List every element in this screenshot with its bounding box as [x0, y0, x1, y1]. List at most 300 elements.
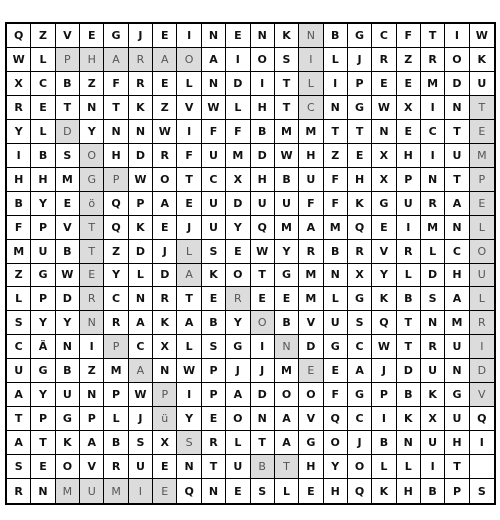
- grid-cell[interactable]: Y: [324, 455, 348, 479]
- grid-cell[interactable]: I: [421, 96, 445, 120]
- grid-cell[interactable]: L: [372, 455, 396, 479]
- grid-cell[interactable]: W: [129, 383, 153, 407]
- grid-cell[interactable]: P: [202, 383, 226, 407]
- grid-cell[interactable]: L: [31, 48, 55, 72]
- grid-cell[interactable]: I: [299, 48, 323, 72]
- grid-cell[interactable]: T: [104, 96, 128, 120]
- grid-cell[interactable]: M: [226, 144, 250, 168]
- grid-cell[interactable]: B: [31, 144, 55, 168]
- grid-cell[interactable]: B: [421, 479, 445, 503]
- grid-cell[interactable]: Q: [348, 479, 372, 503]
- grid-cell[interactable]: X: [397, 96, 421, 120]
- grid-cell[interactable]: S: [202, 335, 226, 359]
- grid-cell[interactable]: N: [80, 96, 104, 120]
- grid-cell[interactable]: L: [104, 407, 128, 431]
- grid-cell[interactable]: D: [470, 359, 494, 383]
- grid-cell[interactable]: O: [226, 407, 250, 431]
- grid-cell[interactable]: M: [299, 264, 323, 288]
- grid-cell[interactable]: W: [372, 335, 396, 359]
- grid-cell[interactable]: L: [177, 240, 201, 264]
- grid-cell[interactable]: F: [202, 120, 226, 144]
- grid-cell[interactable]: M: [445, 311, 469, 335]
- grid-cell[interactable]: O: [226, 264, 250, 288]
- grid-cell[interactable]: E: [153, 216, 177, 240]
- grid-cell[interactable]: G: [348, 287, 372, 311]
- grid-cell[interactable]: I: [421, 455, 445, 479]
- grid-cell[interactable]: V: [56, 216, 80, 240]
- grid-cell[interactable]: T: [445, 455, 469, 479]
- grid-cell[interactable]: B: [251, 455, 275, 479]
- grid-cell[interactable]: D: [397, 359, 421, 383]
- grid-cell[interactable]: U: [80, 479, 104, 503]
- grid-cell[interactable]: C: [421, 120, 445, 144]
- grid-cell[interactable]: E: [397, 72, 421, 96]
- grid-cell[interactable]: A: [202, 48, 226, 72]
- grid-cell[interactable]: I: [177, 383, 201, 407]
- grid-cell[interactable]: M: [470, 144, 494, 168]
- grid-cell[interactable]: P: [445, 479, 469, 503]
- grid-cell[interactable]: R: [7, 96, 31, 120]
- grid-cell[interactable]: B: [324, 240, 348, 264]
- grid-cell[interactable]: R: [129, 72, 153, 96]
- grid-cell[interactable]: P: [31, 287, 55, 311]
- grid-cell[interactable]: K: [275, 24, 299, 48]
- grid-cell[interactable]: T: [275, 455, 299, 479]
- grid-cell[interactable]: ü: [153, 407, 177, 431]
- grid-cell[interactable]: S: [251, 479, 275, 503]
- grid-cell[interactable]: I: [445, 24, 469, 48]
- grid-cell[interactable]: F: [226, 120, 250, 144]
- grid-cell[interactable]: M: [56, 479, 80, 503]
- grid-cell[interactable]: E: [177, 192, 201, 216]
- grid-cell[interactable]: Z: [7, 264, 31, 288]
- grid-cell[interactable]: H: [104, 144, 128, 168]
- grid-cell[interactable]: S: [56, 144, 80, 168]
- grid-cell[interactable]: L: [324, 48, 348, 72]
- grid-cell[interactable]: B: [397, 287, 421, 311]
- grid-cell[interactable]: H: [348, 168, 372, 192]
- grid-cell[interactable]: E: [226, 240, 250, 264]
- grid-cell[interactable]: B: [202, 311, 226, 335]
- grid-cell[interactable]: D: [226, 192, 250, 216]
- grid-cell[interactable]: K: [470, 48, 494, 72]
- grid-cell[interactable]: R: [104, 455, 128, 479]
- grid-cell[interactable]: V: [470, 383, 494, 407]
- grid-cell[interactable]: E: [348, 144, 372, 168]
- grid-cell[interactable]: Z: [31, 24, 55, 48]
- grid-cell[interactable]: U: [7, 359, 31, 383]
- grid-cell[interactable]: R: [202, 431, 226, 455]
- grid-cell[interactable]: A: [445, 287, 469, 311]
- grid-cell[interactable]: L: [7, 287, 31, 311]
- grid-cell[interactable]: E: [31, 96, 55, 120]
- grid-cell[interactable]: R: [226, 287, 250, 311]
- grid-cell[interactable]: H: [445, 264, 469, 288]
- grid-cell[interactable]: M: [299, 287, 323, 311]
- grid-cell[interactable]: C: [129, 335, 153, 359]
- grid-cell[interactable]: R: [129, 48, 153, 72]
- grid-cell[interactable]: I: [251, 335, 275, 359]
- grid-cell[interactable]: W: [470, 24, 494, 48]
- grid-cell[interactable]: U: [324, 311, 348, 335]
- grid-cell[interactable]: G: [226, 335, 250, 359]
- grid-cell[interactable]: N: [177, 455, 201, 479]
- grid-cell[interactable]: O: [299, 383, 323, 407]
- grid-cell[interactable]: E: [202, 407, 226, 431]
- grid-cell[interactable]: F: [177, 144, 201, 168]
- grid-cell[interactable]: W: [7, 48, 31, 72]
- grid-cell[interactable]: L: [470, 216, 494, 240]
- grid-cell[interactable]: P: [153, 383, 177, 407]
- grid-cell[interactable]: J: [348, 48, 372, 72]
- grid-cell[interactable]: I: [397, 216, 421, 240]
- grid-cell[interactable]: N: [251, 24, 275, 48]
- grid-cell[interactable]: S: [7, 311, 31, 335]
- grid-cell[interactable]: G: [80, 168, 104, 192]
- grid-cell[interactable]: A: [129, 311, 153, 335]
- grid-cell[interactable]: L: [226, 431, 250, 455]
- grid-cell[interactable]: M: [421, 72, 445, 96]
- grid-cell[interactable]: D: [299, 335, 323, 359]
- grid-cell[interactable]: N: [445, 216, 469, 240]
- grid-cell[interactable]: Y: [104, 264, 128, 288]
- grid-cell[interactable]: I: [470, 335, 494, 359]
- grid-cell[interactable]: G: [299, 431, 323, 455]
- grid-cell[interactable]: A: [275, 431, 299, 455]
- grid-cell[interactable]: E: [470, 192, 494, 216]
- grid-cell[interactable]: Q: [177, 479, 201, 503]
- grid-cell[interactable]: I: [470, 431, 494, 455]
- grid-cell[interactable]: M: [275, 120, 299, 144]
- grid-cell[interactable]: S: [202, 240, 226, 264]
- grid-cell[interactable]: F: [324, 168, 348, 192]
- grid-cell[interactable]: A: [226, 383, 250, 407]
- grid-cell[interactable]: N: [202, 72, 226, 96]
- grid-cell[interactable]: N: [56, 335, 80, 359]
- grid-cell[interactable]: Q: [7, 24, 31, 48]
- grid-cell[interactable]: N: [80, 383, 104, 407]
- grid-cell[interactable]: U: [445, 407, 469, 431]
- grid-cell[interactable]: E: [153, 72, 177, 96]
- grid-cell[interactable]: X: [226, 168, 250, 192]
- grid-cell[interactable]: I: [421, 144, 445, 168]
- grid-cell[interactable]: X: [421, 407, 445, 431]
- grid-cell[interactable]: B: [275, 168, 299, 192]
- grid-cell[interactable]: H: [31, 168, 55, 192]
- grid-cell[interactable]: K: [202, 264, 226, 288]
- grid-cell[interactable]: T: [470, 96, 494, 120]
- grid-cell[interactable]: T: [421, 24, 445, 48]
- grid-cell[interactable]: J: [251, 359, 275, 383]
- grid-cell[interactable]: W: [275, 144, 299, 168]
- grid-cell[interactable]: H: [445, 431, 469, 455]
- grid-cell[interactable]: R: [421, 335, 445, 359]
- grid-cell[interactable]: S: [177, 431, 201, 455]
- grid-cell[interactable]: S: [7, 455, 31, 479]
- grid-cell[interactable]: E: [56, 192, 80, 216]
- grid-cell[interactable]: R: [397, 240, 421, 264]
- grid-cell[interactable]: Y: [177, 407, 201, 431]
- grid-cell[interactable]: K: [129, 216, 153, 240]
- grid-cell[interactable]: G: [348, 383, 372, 407]
- grid-cell[interactable]: Q: [104, 192, 128, 216]
- grid-cell[interactable]: P: [129, 192, 153, 216]
- grid-cell[interactable]: C: [31, 72, 55, 96]
- grid-cell[interactable]: U: [275, 192, 299, 216]
- grid-cell[interactable]: K: [397, 407, 421, 431]
- grid-cell[interactable]: L: [397, 455, 421, 479]
- grid-cell[interactable]: N: [202, 24, 226, 48]
- grid-cell[interactable]: P: [80, 407, 104, 431]
- grid-cell[interactable]: C: [202, 168, 226, 192]
- grid-cell[interactable]: E: [153, 479, 177, 503]
- grid-cell[interactable]: W: [251, 240, 275, 264]
- grid-cell[interactable]: A: [275, 407, 299, 431]
- grid-cell[interactable]: R: [299, 240, 323, 264]
- grid-cell[interactable]: U: [226, 455, 250, 479]
- grid-cell[interactable]: R: [348, 240, 372, 264]
- grid-cell[interactable]: F: [7, 216, 31, 240]
- grid-cell[interactable]: ö: [80, 192, 104, 216]
- grid-cell[interactable]: E: [80, 24, 104, 48]
- grid-cell[interactable]: I: [324, 72, 348, 96]
- grid-cell[interactable]: L: [275, 479, 299, 503]
- grid-cell[interactable]: T: [445, 120, 469, 144]
- grid-cell[interactable]: V: [80, 455, 104, 479]
- grid-cell[interactable]: L: [470, 287, 494, 311]
- grid-cell[interactable]: E: [202, 287, 226, 311]
- grid-cell[interactable]: Y: [226, 311, 250, 335]
- grid-cell[interactable]: Y: [226, 216, 250, 240]
- grid-cell[interactable]: U: [299, 168, 323, 192]
- grid-cell[interactable]: P: [372, 383, 396, 407]
- grid-cell[interactable]: T: [202, 455, 226, 479]
- grid-cell[interactable]: R: [421, 192, 445, 216]
- grid-cell[interactable]: T: [397, 311, 421, 335]
- grid-cell[interactable]: M: [324, 216, 348, 240]
- grid-cell[interactable]: A: [104, 48, 128, 72]
- grid-cell[interactable]: G: [275, 264, 299, 288]
- grid-cell[interactable]: H: [251, 96, 275, 120]
- grid-cell[interactable]: H: [299, 455, 323, 479]
- grid-cell[interactable]: R: [421, 48, 445, 72]
- grid-cell[interactable]: X: [7, 72, 31, 96]
- grid-cell[interactable]: N: [445, 96, 469, 120]
- grid-cell[interactable]: T: [275, 96, 299, 120]
- grid-cell[interactable]: G: [348, 24, 372, 48]
- grid-cell[interactable]: H: [397, 479, 421, 503]
- grid-cell[interactable]: E: [470, 120, 494, 144]
- grid-cell[interactable]: Q: [251, 216, 275, 240]
- grid-cell[interactable]: D: [226, 72, 250, 96]
- grid-cell[interactable]: A: [80, 431, 104, 455]
- grid-cell[interactable]: Z: [80, 72, 104, 96]
- grid-cell[interactable]: E: [299, 359, 323, 383]
- grid-cell[interactable]: J: [129, 407, 153, 431]
- grid-cell[interactable]: O: [251, 48, 275, 72]
- grid-cell[interactable]: [470, 455, 494, 479]
- grid-cell[interactable]: N: [129, 120, 153, 144]
- grid-cell[interactable]: U: [421, 431, 445, 455]
- grid-cell[interactable]: E: [226, 24, 250, 48]
- grid-cell[interactable]: P: [104, 383, 128, 407]
- grid-cell[interactable]: H: [299, 144, 323, 168]
- grid-cell[interactable]: W: [153, 120, 177, 144]
- grid-cell[interactable]: I: [129, 479, 153, 503]
- grid-cell[interactable]: N: [80, 311, 104, 335]
- grid-cell[interactable]: A: [129, 359, 153, 383]
- grid-cell[interactable]: P: [104, 335, 128, 359]
- grid-cell[interactable]: M: [299, 120, 323, 144]
- grid-cell[interactable]: S: [129, 431, 153, 455]
- grid-cell[interactable]: T: [275, 72, 299, 96]
- grid-cell[interactable]: I: [7, 144, 31, 168]
- grid-cell[interactable]: W: [177, 359, 201, 383]
- grid-cell[interactable]: N: [299, 24, 323, 48]
- grid-cell[interactable]: M: [56, 168, 80, 192]
- grid-cell[interactable]: O: [348, 455, 372, 479]
- grid-cell[interactable]: Y: [31, 383, 55, 407]
- grid-cell[interactable]: A: [7, 383, 31, 407]
- grid-cell[interactable]: A: [299, 216, 323, 240]
- grid-cell[interactable]: L: [129, 264, 153, 288]
- grid-cell[interactable]: R: [153, 287, 177, 311]
- grid-cell[interactable]: T: [7, 407, 31, 431]
- grid-cell[interactable]: C: [445, 240, 469, 264]
- grid-cell[interactable]: D: [129, 240, 153, 264]
- grid-cell[interactable]: X: [153, 335, 177, 359]
- grid-cell[interactable]: Q: [104, 216, 128, 240]
- grid-cell[interactable]: U: [470, 264, 494, 288]
- grid-cell[interactable]: Y: [31, 192, 55, 216]
- grid-cell[interactable]: D: [56, 120, 80, 144]
- grid-cell[interactable]: W: [129, 168, 153, 192]
- grid-cell[interactable]: H: [397, 144, 421, 168]
- grid-cell[interactable]: G: [348, 96, 372, 120]
- grid-cell[interactable]: I: [226, 48, 250, 72]
- grid-cell[interactable]: K: [56, 431, 80, 455]
- grid-cell[interactable]: S: [421, 287, 445, 311]
- grid-cell[interactable]: U: [251, 192, 275, 216]
- grid-cell[interactable]: S: [477, 484, 486, 498]
- grid-cell[interactable]: T: [397, 335, 421, 359]
- grid-cell[interactable]: J: [129, 24, 153, 48]
- grid-cell[interactable]: K: [372, 479, 396, 503]
- grid-cell[interactable]: O: [177, 48, 201, 72]
- grid-cell[interactable]: Z: [153, 96, 177, 120]
- grid-cell[interactable]: P: [56, 48, 80, 72]
- grid-cell[interactable]: B: [251, 120, 275, 144]
- grid-cell[interactable]: G: [31, 264, 55, 288]
- grid-cell[interactable]: P: [31, 407, 55, 431]
- grid-cell[interactable]: X: [372, 168, 396, 192]
- grid-cell[interactable]: T: [177, 287, 201, 311]
- grid-cell[interactable]: C: [348, 335, 372, 359]
- grid-cell[interactable]: L: [397, 264, 421, 288]
- grid-cell[interactable]: N: [372, 120, 396, 144]
- grid-cell[interactable]: E: [31, 455, 55, 479]
- grid-cell[interactable]: L: [299, 72, 323, 96]
- grid-cell[interactable]: D: [421, 264, 445, 288]
- grid-cell[interactable]: T: [31, 431, 55, 455]
- grid-cell[interactable]: E: [226, 479, 250, 503]
- grid-cell[interactable]: C: [299, 96, 323, 120]
- grid-cell[interactable]: S: [348, 311, 372, 335]
- grid-cell[interactable]: D: [129, 144, 153, 168]
- grid-cell[interactable]: M: [7, 240, 31, 264]
- grid-cell[interactable]: D: [56, 287, 80, 311]
- grid-cell[interactable]: G: [372, 192, 396, 216]
- grid-cell[interactable]: O: [153, 168, 177, 192]
- grid-cell[interactable]: E: [251, 287, 275, 311]
- grid-cell[interactable]: C: [372, 24, 396, 48]
- grid-cell[interactable]: F: [324, 383, 348, 407]
- grid-cell[interactable]: T: [445, 168, 469, 192]
- grid-cell[interactable]: A: [153, 192, 177, 216]
- grid-cell[interactable]: T: [80, 240, 104, 264]
- grid-cell[interactable]: Y: [7, 120, 31, 144]
- grid-cell[interactable]: I: [177, 120, 201, 144]
- grid-cell[interactable]: J: [177, 216, 201, 240]
- grid-cell[interactable]: E: [372, 72, 396, 96]
- grid-cell[interactable]: T: [80, 216, 104, 240]
- grid-cell[interactable]: F: [397, 24, 421, 48]
- grid-cell[interactable]: U: [397, 192, 421, 216]
- grid-cell[interactable]: P: [348, 72, 372, 96]
- grid-cell[interactable]: H: [7, 168, 31, 192]
- grid-cell[interactable]: U: [202, 216, 226, 240]
- grid-cell[interactable]: T: [324, 120, 348, 144]
- grid-cell[interactable]: L: [177, 335, 201, 359]
- grid-cell[interactable]: U: [445, 335, 469, 359]
- grid-cell[interactable]: O: [470, 240, 494, 264]
- grid-cell[interactable]: A: [177, 311, 201, 335]
- grid-cell[interactable]: T: [251, 264, 275, 288]
- grid-cell[interactable]: U: [445, 144, 469, 168]
- grid-cell[interactable]: T: [177, 168, 201, 192]
- grid-cell[interactable]: I: [80, 335, 104, 359]
- grid-cell[interactable]: O: [56, 455, 80, 479]
- grid-cell[interactable]: V: [299, 407, 323, 431]
- grid-cell[interactable]: R: [7, 479, 31, 503]
- grid-cell[interactable]: H: [251, 168, 275, 192]
- grid-cell[interactable]: P: [202, 359, 226, 383]
- grid-cell[interactable]: O: [275, 383, 299, 407]
- grid-cell[interactable]: A: [153, 48, 177, 72]
- grid-cell[interactable]: Ä: [31, 335, 55, 359]
- grid-cell[interactable]: Q: [470, 407, 494, 431]
- grid-cell[interactable]: W: [56, 264, 80, 288]
- grid-cell[interactable]: B: [7, 192, 31, 216]
- grid-cell[interactable]: H: [324, 479, 348, 503]
- grid-cell[interactable]: E: [153, 24, 177, 48]
- grid-cell[interactable]: T: [56, 96, 80, 120]
- grid-cell[interactable]: F: [299, 192, 323, 216]
- grid-cell[interactable]: N: [129, 287, 153, 311]
- grid-cell[interactable]: J: [226, 359, 250, 383]
- grid-cell[interactable]: U: [421, 359, 445, 383]
- grid-cell[interactable]: B: [275, 311, 299, 335]
- grid-cell[interactable]: F: [324, 192, 348, 216]
- grid-cell[interactable]: S: [275, 48, 299, 72]
- grid-cell[interactable]: U: [129, 455, 153, 479]
- grid-cell[interactable]: V: [299, 311, 323, 335]
- grid-cell[interactable]: E: [372, 216, 396, 240]
- grid-cell[interactable]: E: [153, 455, 177, 479]
- grid-cell[interactable]: E: [80, 264, 104, 288]
- grid-cell[interactable]: C: [348, 407, 372, 431]
- grid-cell[interactable]: N: [445, 359, 469, 383]
